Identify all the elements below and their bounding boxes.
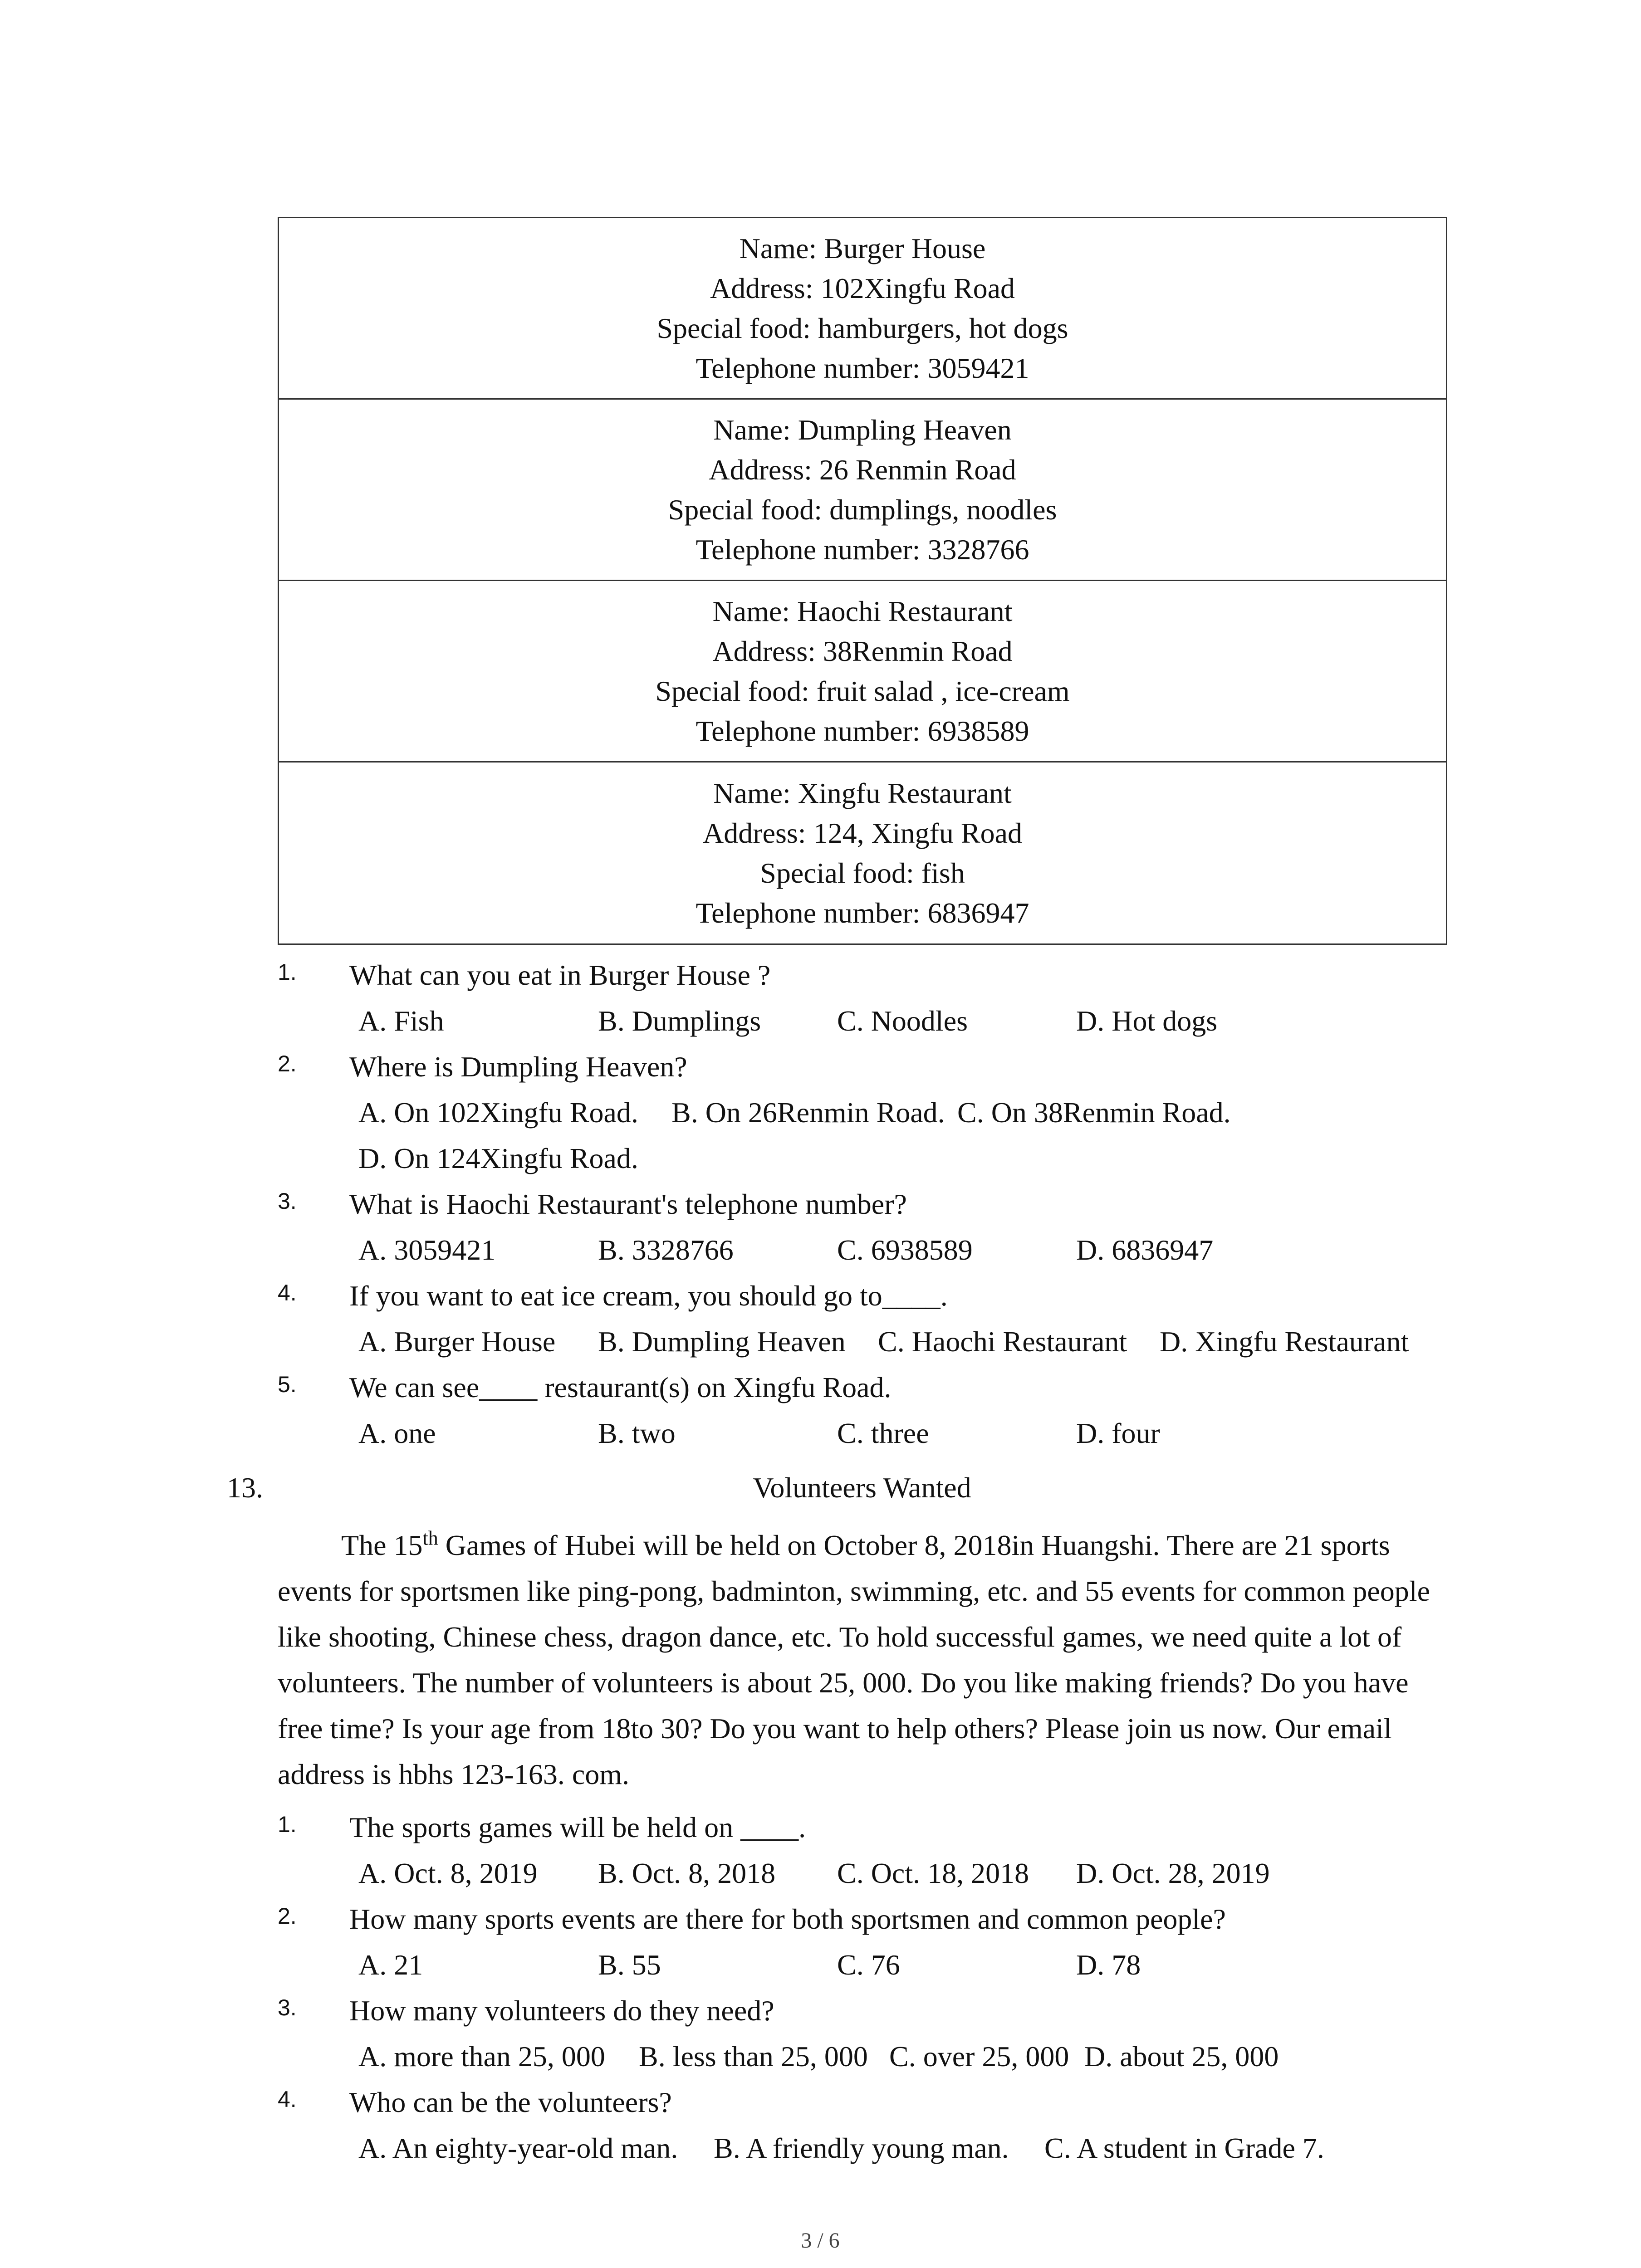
option-d: D. Xingfu Restaurant	[1160, 1325, 1409, 1358]
option-c: C. Haochi Restaurant	[878, 1325, 1127, 1358]
option-a: A. 21	[358, 1949, 423, 1981]
option-a: A. Fish	[358, 1005, 444, 1037]
question-number: 1.	[278, 1812, 297, 1837]
option-c: C. Noodles	[837, 1005, 968, 1037]
option-b: B. two	[598, 1417, 676, 1449]
option-d: D. On 124Xingfu Road.	[358, 1142, 638, 1174]
option-d: D. about 25, 000	[1084, 2040, 1279, 2072]
option-b: B. Dumpling Heaven	[598, 1325, 846, 1358]
question-number: 3.	[278, 1995, 297, 2020]
page-number: 3 / 6	[801, 2229, 840, 2253]
question-text: The sports games will be held on ____.	[349, 1811, 806, 1843]
restaurant-food: Special food: fish	[760, 856, 965, 889]
option-b: B. On 26Renmin Road.	[671, 1096, 945, 1129]
section-number: 13.	[227, 1471, 263, 1504]
section-title: Volunteers Wanted	[753, 1471, 971, 1504]
option-c: C. three	[837, 1417, 929, 1449]
option-c: C. over 25, 000	[889, 2040, 1069, 2072]
restaurant-name: Name: Dumpling Heaven	[713, 413, 1012, 446]
option-d: D. 6836947	[1076, 1234, 1214, 1266]
option-c: C. 76	[837, 1949, 900, 1981]
question-text: What is Haochi Restaurant's telephone number?	[349, 1188, 907, 1220]
option-a: A. more than 25, 000	[358, 2040, 605, 2072]
restaurant-phone: Telephone number: 3059421	[696, 352, 1029, 384]
passage-body: Games of Hubei will be held on October 8, 2018in Huangshi. There are 21 sports events for sportsmen like ping-pong, badminton, swimming, etc. and 55 events for common people like shooting, Chinese chess, dragon dance, etc. To hold successful games, we need quite a lot of volunteers. The number of volunteers is about 25, 000. Do you like making friends? Do you have free time? Is your age from 18to 30? Do you want to help others? Please join us now. Our email address is hbhs 123-163. com.	[278, 1529, 1430, 1790]
question-number: 2.	[278, 1903, 297, 1929]
question-text: How many sports events are there for both sportsmen and common people?	[349, 1903, 1226, 1935]
passage-start: The 15	[341, 1529, 423, 1561]
option-d: D. Hot dogs	[1076, 1005, 1218, 1037]
restaurant-food: Special food: fruit salad , ice-cream	[655, 675, 1070, 707]
restaurant-address: Address: 26 Renmin Road	[709, 453, 1016, 486]
passage-superscript: th	[422, 1527, 438, 1549]
option-c: C. A student in Grade 7.	[1044, 2132, 1324, 2164]
option-b: B. Dumplings	[598, 1005, 761, 1037]
option-c: C. 6938589	[837, 1234, 973, 1266]
question-text: How many volunteers do they need?	[349, 1994, 774, 2027]
restaurant-phone: Telephone number: 6938589	[696, 714, 1029, 747]
question-number: 1.	[278, 959, 297, 985]
option-a: A. Oct. 8, 2019	[358, 1857, 538, 1889]
question-text: If you want to eat ice cream, you should go to____.	[349, 1280, 948, 1312]
restaurant-address: Address: 102Xingfu Road	[710, 272, 1015, 304]
option-b: B. Oct. 8, 2018	[598, 1857, 776, 1889]
restaurant-name: Name: Burger House	[739, 232, 986, 264]
question-number: 3.	[278, 1188, 297, 1214]
question-text: What can you eat in Burger House ?	[349, 959, 771, 991]
question-text: We can see____ restaurant(s) on Xingfu Road.	[349, 1371, 892, 1403]
option-a: A. An eighty-year-old man.	[358, 2132, 678, 2164]
restaurant-food: Special food: dumplings, noodles	[668, 493, 1057, 526]
option-a: A. On 102Xingfu Road.	[358, 1096, 638, 1129]
option-b: B. less than 25, 000	[639, 2040, 868, 2072]
option-d: D. four	[1076, 1417, 1160, 1449]
option-a: A. one	[358, 1417, 436, 1449]
question-number: 5.	[278, 1372, 297, 1397]
restaurant-address: Address: 38Renmin Road	[712, 635, 1013, 667]
question-number: 4.	[278, 2087, 297, 2112]
option-a: A. 3059421	[358, 1234, 496, 1266]
option-c: C. On 38Renmin Road.	[957, 1096, 1231, 1129]
restaurant-phone: Telephone number: 6836947	[696, 896, 1029, 929]
option-d: D. Oct. 28, 2019	[1076, 1857, 1270, 1889]
question-text: Where is Dumpling Heaven?	[349, 1051, 687, 1083]
option-b: B. A friendly young man.	[714, 2132, 1009, 2164]
question-number: 2.	[278, 1051, 297, 1076]
restaurant-phone: Telephone number: 3328766	[696, 533, 1029, 566]
restaurant-name: Name: Xingfu Restaurant	[713, 777, 1012, 809]
restaurant-address: Address: 124, Xingfu Road	[703, 816, 1022, 849]
option-b: B. 3328766	[598, 1234, 734, 1266]
question-text: Who can be the volunteers?	[349, 2086, 672, 2118]
option-c: C. Oct. 18, 2018	[837, 1857, 1029, 1889]
option-d: D. 78	[1076, 1949, 1141, 1981]
restaurant-name: Name: Haochi Restaurant	[712, 595, 1013, 627]
option-a: A. Burger House	[358, 1325, 556, 1358]
question-number: 4.	[278, 1280, 297, 1305]
restaurant-food: Special food: hamburgers, hot dogs	[656, 312, 1068, 344]
option-b: B. 55	[598, 1949, 661, 1981]
